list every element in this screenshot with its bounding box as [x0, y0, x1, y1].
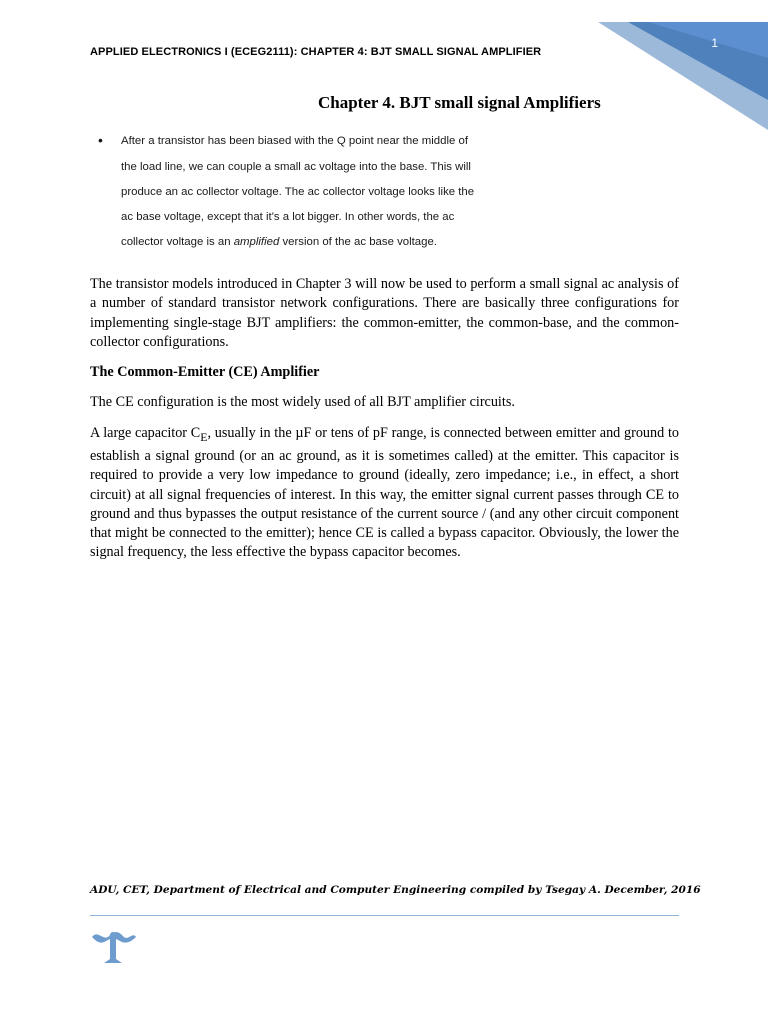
- excerpt-emphasis: amplified: [233, 236, 280, 248]
- chapter-title: Chapter 4. BJT small signal Amplifiers: [318, 93, 601, 112]
- paragraph-ce-usage: The CE configuration is the most widely used of all BJT amplifier circuits.: [90, 394, 515, 411]
- excerpt-last-post: version of the ac base voltage.: [279, 236, 437, 248]
- para2-post: , usually in the µF or tens of pF range, is connected between emitter and ground to establish a signal ground (or an ac ground, as it is sometimes called) at the emitter. This capacitor is required to provide a very low impedance to ground (ideally, zero impedance; i.e., in effect, a short circuit) at all signal frequencies of interest. In this way, the emitter signal current passes through CE to ground and thus bypasses the output resistance of the current source / (and any other circuit component that might be connected to the emitter); hence CE is called a bypass capacitor. Obviously, the lower the signal frequency, the less effective the bypass capacitor becomes.: [90, 424, 679, 561]
- intro-paragraph: The transistor models introduced in Chapter 3 will now be used to perform a small signal ac analysis of a number of standard transistor network configurations. There are basically three configurations for implementing single-stage BJT amplifiers: the common-emitter, the common-base, and the common-collector configurations.: [90, 276, 679, 350]
- section-heading: The Common-Emitter (CE) Amplifier: [90, 364, 320, 381]
- excerpt-line: the load line, we can couple a small ac voltage into the base. This will: [121, 161, 471, 173]
- excerpt-line: produce an ac collector voltage. The ac collector voltage looks like the: [121, 186, 475, 198]
- running-header: APPLIED ELECTRONICS I (ECEG2111): CHAPTER 4: BJT SMALL SIGNAL AMPLIFIER: [90, 46, 542, 58]
- excerpt-line-last: [121, 236, 437, 248]
- para2-subscript: E: [200, 429, 208, 444]
- excerpt-line: ac base voltage, except that it's a lot bigger. In other words, the ac: [121, 211, 455, 223]
- body-text: [90, 275, 679, 574]
- bullet-icon: •: [98, 132, 103, 148]
- logo-icon: [88, 925, 138, 965]
- footer-divider: [90, 915, 679, 916]
- paragraph-bypass-capacitor: [90, 424, 679, 563]
- page-number: 1: [711, 36, 718, 50]
- footer-credit: ADU, CET, Department of Electrical and Computer Engineering compiled by Tsegay A. December, 2016: [90, 884, 701, 896]
- corner-decoration: [598, 0, 768, 130]
- scanned-excerpt: [92, 128, 508, 260]
- excerpt-last-pre: collector voltage is an: [121, 236, 234, 248]
- excerpt-line: After a transistor has been biased with the Q point near the middle of: [121, 135, 468, 147]
- para2-pre: A large capacitor C: [90, 424, 201, 441]
